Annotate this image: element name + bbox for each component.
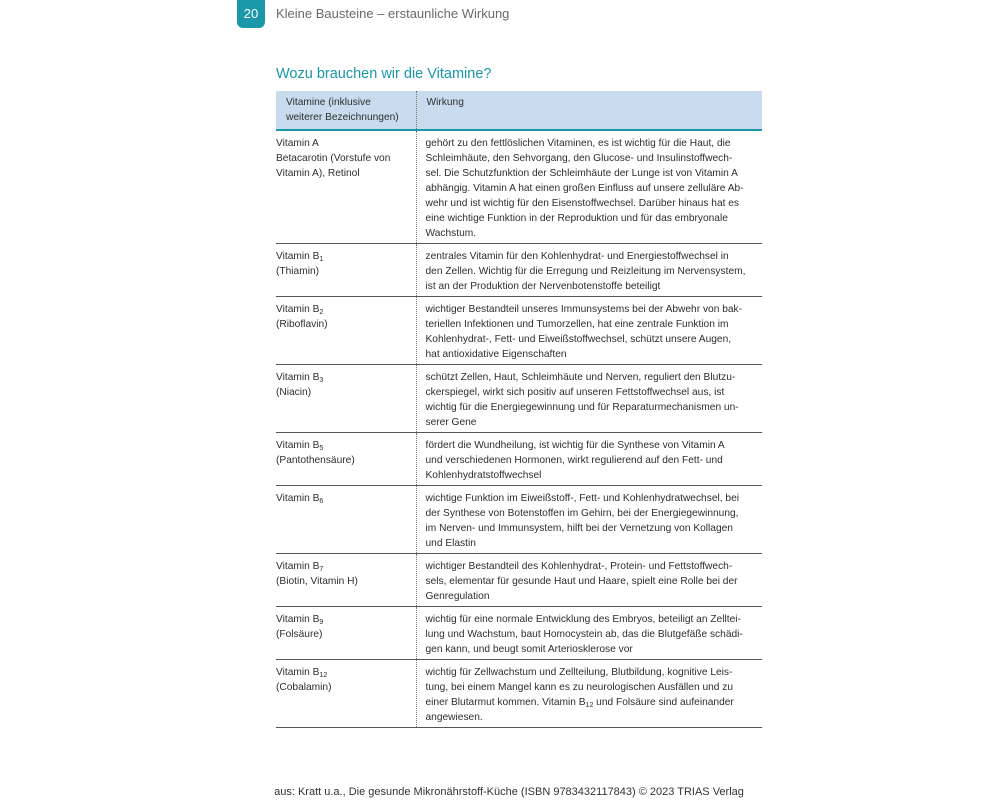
effect-line: wichtig für die Energiegewinnung und für Reparaturmechanismen un-: [425, 402, 739, 413]
vitamin-name: Vitamin $B_9$: [276, 614, 324, 626]
vitamin-effect-cell: [416, 244, 762, 297]
effect-line: hat antioxidative Eigenschaften: [425, 349, 567, 360]
vitamin-effect-cell: [416, 486, 762, 554]
vitamin-name-cell: [276, 244, 416, 297]
effect-line: Schleimhäute, den Sehvorgang, den Glucose- und Insulinstoffwech-: [425, 153, 733, 164]
section-title: Wozu brauchen wir die Vitamine?: [276, 66, 492, 82]
effect-line: Wachstum.: [425, 228, 477, 239]
effect-line: wichtiger Bestandteil unseres Immunsystems bei der Abwehr von bak-: [425, 304, 743, 315]
vitamin-name: Vitamin $B_7$: [276, 561, 324, 573]
effect-line: Genregulation: [425, 591, 490, 602]
subscript: 2: [319, 309, 324, 316]
effect-line: sel. Die Schutzfunktion der Schleimhäute der Lunge ist von Vitamin A: [425, 168, 738, 179]
effect-line: und Elastin: [425, 538, 476, 549]
vitamin-alias: (Riboflavin): [276, 319, 328, 330]
effect-line: im Nerven- und Immunsystem, hilft bei der Vernetzung von Kollagen: [425, 523, 733, 534]
vitamin-name: Vitamin $B_2$: [276, 304, 324, 316]
effect-line: teriellen Infektionen und Tumorzellen, hat eine zentrale Funktion im: [425, 319, 729, 330]
vitamin-name: Betacarotin (Vorstufe von: [276, 153, 391, 164]
vitamin-alias: (Biotin, Vitamin H): [276, 576, 358, 587]
vitamin-name-cell: [276, 365, 416, 433]
effect-line: schützt Zellen, Haut, Schleimhäute und Nerven, reguliert den Blutzu-: [425, 372, 736, 383]
vitamin-name: Vitamin $B_1$: [276, 251, 324, 263]
vitamin-effect-cell: [416, 130, 762, 244]
vitamin-alias: (Folsäure): [276, 629, 323, 640]
subscript: 9: [319, 619, 324, 626]
effect-line: serer Gene: [425, 417, 477, 428]
subscript: 12: [585, 702, 594, 709]
table-row: [276, 554, 762, 607]
subscript: 12: [319, 672, 328, 679]
page-number-badge: 20: [237, 0, 265, 28]
effect-line: ckerspiegel, wirkt sich positiv auf unseren Fettstoffwechsel aus, ist: [425, 387, 725, 398]
vitamin-effect-cell: [416, 607, 762, 660]
effect-line: wichtige Funktion im Eiweißstoff-, Fett- und Kohlenhydratwechsel, bei: [425, 493, 740, 504]
column-header-wirkung: Wirkung: [416, 91, 762, 130]
table-row: [276, 486, 762, 554]
column-header-vitamine: [276, 91, 416, 130]
vitamin-alias: (Cobalamin): [276, 682, 332, 693]
table-header-row: [276, 91, 762, 130]
vitamin-effect-cell: [416, 365, 762, 433]
effect-line: gen kann, und beugt somit Arteriosklerose vor: [425, 644, 633, 655]
effect-line: Kohlenhydratstoffwechsel: [425, 470, 542, 481]
effect-line: lung und Wachstum, baut Homocystein ab, das die Blutgefäße schädi-: [425, 629, 743, 640]
vitamin-name-cell: [276, 433, 416, 486]
subscript: 3: [319, 377, 324, 384]
table-row: [276, 660, 762, 728]
effect-line: tung, bei einem Mangel kann es zu neurologischen Ausfällen und zu: [425, 682, 734, 693]
column-header-line: Vitamine (inklusive: [286, 97, 371, 108]
vitamin-name: Vitamin A: [276, 138, 319, 149]
vitamin-name-cell: [276, 297, 416, 365]
effect-line: Kohlenhydrat-, Fett- und Eiweißstoffwechsel, schützt unsere Augen,: [425, 334, 732, 345]
subscript: 6: [319, 498, 324, 505]
vitamin-alias: (Pantothensäure): [276, 455, 355, 466]
vitamin-name-cell: [276, 130, 416, 244]
effect-line: fördert die Wundheilung, ist wichtig für die Synthese von Vitamin A: [425, 440, 725, 451]
table-row: [276, 297, 762, 365]
subscript: 5: [319, 445, 324, 452]
vitamin-effect-cell: [416, 297, 762, 365]
source-footer: aus: Kratt u.a., Die gesunde Mikronährstoff-Küche (ISBN 9783432117843) © 2023 TRIAS Verlag: [274, 786, 744, 798]
effect-line: einer Blutarmut kommen. Vitamin $B_{12}$ und Folsäure sind aufeinander: [425, 697, 734, 709]
column-header-line: weiterer Bezeichnungen): [286, 112, 399, 123]
effect-line: wichtig für eine normale Entwicklung des Embryos, beteiligt an Zelltei-: [425, 614, 741, 625]
table-row: [276, 244, 762, 297]
effect-line: ist an der Produktion der Nervenbotenstoffe beteiligt: [425, 281, 661, 292]
table-row: [276, 365, 762, 433]
vitamin-name: Vitamin $B_{12}$: [276, 667, 328, 679]
vitamin-effect-cell: [416, 660, 762, 728]
vitamin-name-cell: [276, 607, 416, 660]
vitamin-alias: (Thiamin): [276, 266, 320, 277]
vitamin-name-cell: [276, 554, 416, 607]
effect-line: angewiesen.: [425, 712, 483, 723]
effect-line: und verschiedenen Hormonen, wirkt regulierend auf den Fett- und: [425, 455, 723, 466]
effect-line: den Zellen. Wichtig für die Erregung und Reizleitung im Nervensystem,: [425, 266, 746, 277]
table-row: [276, 433, 762, 486]
vitamin-name: Vitamin A), Retinol: [276, 168, 360, 179]
vitamin-name: Vitamin $B_3$: [276, 372, 324, 384]
vitamin-effect-cell: [416, 554, 762, 607]
vitamin-alias: (Niacin): [276, 387, 312, 398]
vitamin-name: Vitamin $B_5$: [276, 440, 324, 452]
effect-line: zentrales Vitamin für den Kohlenhydrat- und Energiestoffwechsel in: [425, 251, 729, 262]
vitamin-table: [276, 91, 762, 728]
effect-line: der Synthese von Botenstoffen im Gehirn, bei der Energiegewinnung,: [425, 508, 739, 519]
effect-line: wichtig für Zellwachstum und Zellteilung, Blutbildung, kognitive Leis-: [425, 667, 733, 678]
effect-line: wichtiger Bestandteil des Kohlenhydrat-, Protein- und Fettstoffwech-: [425, 561, 733, 572]
running-title: Kleine Bausteine – erstaunliche Wirkung: [276, 6, 510, 21]
effect-line: abhängig. Vitamin A hat einen großen Einfluss auf unsere zelluläre Ab-: [425, 183, 744, 194]
table-row: [276, 607, 762, 660]
vitamin-name-cell: [276, 660, 416, 728]
table-row: [276, 130, 762, 244]
effect-line: eine wichtige Funktion in der Reproduktion und für das embryonale: [425, 213, 728, 224]
effect-line: sels, elementar für gesunde Haut und Haare, spielt eine Rolle bei der: [425, 576, 738, 587]
effect-line: wehr und ist wichtig für den Eisenstoffwechsel. Darüber hinaus hat es: [425, 198, 740, 209]
subscript: 1: [319, 256, 324, 263]
effect-line: gehört zu den fettlöslichen Vitaminen, es ist wichtig für die Haut, die: [425, 138, 731, 149]
vitamin-name-cell: [276, 486, 416, 554]
subscript: 7: [319, 566, 324, 573]
vitamin-name: Vitamin $B_6$: [276, 493, 324, 505]
vitamin-effect-cell: [416, 433, 762, 486]
